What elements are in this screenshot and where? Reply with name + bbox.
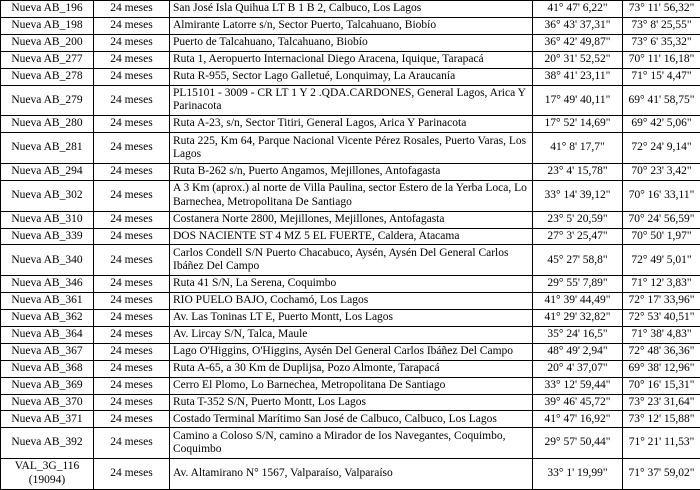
address-cell: Lago O'Higgins, O'Higgins, Aysén Del General Carlos Ibáñez Del Campo <box>170 343 533 360</box>
latitude-cell: 33° 12' 59,44" <box>533 377 623 394</box>
table-row <box>1 85 700 116</box>
longitude-cell: 70° 16' 15,31" <box>623 377 700 394</box>
address-cell: Carlos Condell S/N Puerto Chacabuco, Aysén, Aysén Del General Carlos Ibáñez Del Campo <box>170 245 533 276</box>
table-row <box>1 459 700 490</box>
latitude-cell: 41° 47' 16,92" <box>533 411 623 428</box>
station-cell: Nueva AB_339 <box>1 228 94 245</box>
latitude-cell: 23° 4' 15,78" <box>533 163 623 180</box>
address-cell: San José Isla Quihua LT B 1 B 2, Calbuco, Los Lagos <box>170 1 533 18</box>
table-row <box>1 1 700 18</box>
station-cell: Nueva AB_361 <box>1 293 94 310</box>
latitude-cell: 27° 3' 25,47" <box>533 228 623 245</box>
longitude-cell: 72° 49' 5,01" <box>623 245 700 276</box>
duration-cell: 24 meses <box>94 133 170 164</box>
duration-cell: 24 meses <box>94 34 170 51</box>
latitude-cell: 33° 1' 19,99" <box>533 459 623 490</box>
duration-cell: 24 meses <box>94 245 170 276</box>
latitude-cell: 41° 47' 6,22" <box>533 1 623 18</box>
longitude-cell: 73° 11' 56,32" <box>623 1 700 18</box>
station-cell: Nueva AB_392 <box>1 428 94 459</box>
duration-cell: 24 meses <box>94 17 170 34</box>
latitude-cell: 41° 8' 17,7" <box>533 133 623 164</box>
table-row <box>1 51 700 68</box>
duration-cell: 24 meses <box>94 343 170 360</box>
longitude-cell: 73° 6' 35,32" <box>623 34 700 51</box>
longitude-cell: 73° 23' 31,64" <box>623 394 700 411</box>
latitude-cell: 33° 14' 39,12" <box>533 180 623 211</box>
table-row <box>1 68 700 85</box>
station-cell: Nueva AB_362 <box>1 309 94 326</box>
duration-cell: 24 meses <box>94 163 170 180</box>
longitude-cell: 72° 24' 9,14" <box>623 133 700 164</box>
duration-cell: 24 meses <box>94 68 170 85</box>
table-row <box>1 293 700 310</box>
station-cell: Nueva AB_302 <box>1 180 94 211</box>
latitude-cell: 36° 43' 37,31" <box>533 17 623 34</box>
address-cell: Ruta R-955, Sector Lago Galletué, Lonquimay, La Araucanía <box>170 68 533 85</box>
longitude-cell: 71° 37' 59,02" <box>623 459 700 490</box>
latitude-cell: 17° 49' 40,11" <box>533 85 623 116</box>
address-cell: Puerto de Talcahuano, Talcahuano, Biobío <box>170 34 533 51</box>
address-cell: DOS NACIENTE ST 4 MZ 5 EL FUERTE, Caldera, Atacama <box>170 228 533 245</box>
address-cell: Cerro El Plomo, Lo Barnechea, Metropolitana De Santiago <box>170 377 533 394</box>
longitude-cell: 73° 8' 25,55" <box>623 17 700 34</box>
address-cell: Camino a Coloso S/N, camino a Mirador de los Navegantes, Coquimbo, Coquimbo <box>170 428 533 459</box>
duration-cell: 24 meses <box>94 51 170 68</box>
duration-cell: 24 meses <box>94 411 170 428</box>
duration-cell: 24 meses <box>94 459 170 490</box>
station-cell: Nueva AB_281 <box>1 133 94 164</box>
duration-cell: 24 meses <box>94 394 170 411</box>
latitude-cell: 41° 39' 44,49" <box>533 293 623 310</box>
table-row <box>1 133 700 164</box>
address-cell: RIO PUELO BAJO, Cochamó, Los Lagos <box>170 293 533 310</box>
latitude-cell: 23° 5' 20,59" <box>533 211 623 228</box>
address-cell: A 3 Km (aprox.) al norte de Villa Paulina, sector Estero de la Yerba Loca, Lo Barnechea, Metropolitana De Santiago <box>170 180 533 211</box>
table-row <box>1 326 700 343</box>
address-cell: Ruta T-352 S/N, Puerto Montt, Los Lagos <box>170 394 533 411</box>
duration-cell: 24 meses <box>94 85 170 116</box>
duration-cell: 24 meses <box>94 276 170 293</box>
longitude-cell: 71° 12' 3,83" <box>623 276 700 293</box>
station-cell: Nueva AB_364 <box>1 326 94 343</box>
table-row <box>1 428 700 459</box>
table-row <box>1 377 700 394</box>
table-body <box>1 1 700 490</box>
station-cell: Nueva AB_278 <box>1 68 94 85</box>
latitude-cell: 29° 55' 7,89" <box>533 276 623 293</box>
duration-cell: 24 meses <box>94 326 170 343</box>
address-cell: Av. Lircay S/N, Talca, Maule <box>170 326 533 343</box>
station-cell: Nueva AB_367 <box>1 343 94 360</box>
table-row <box>1 228 700 245</box>
station-cell: Nueva AB_280 <box>1 116 94 133</box>
duration-cell: 24 meses <box>94 116 170 133</box>
latitude-cell: 38° 41' 23,11" <box>533 68 623 85</box>
longitude-cell: 70° 50' 1,97" <box>623 228 700 245</box>
longitude-cell: 71° 15' 4,47" <box>623 68 700 85</box>
station-cell: Nueva AB_310 <box>1 211 94 228</box>
duration-cell: 24 meses <box>94 309 170 326</box>
station-cell: Nueva AB_198 <box>1 17 94 34</box>
station-cell: VAL_3G_116 (19094) <box>1 459 94 490</box>
address-cell: Almirante Latorre s/n, Sector Puerto, Talcahuano, Biobío <box>170 17 533 34</box>
longitude-cell: 73° 12' 15,88" <box>623 411 700 428</box>
table-row <box>1 163 700 180</box>
latitude-cell: 20° 31' 52,52" <box>533 51 623 68</box>
station-cell: Nueva AB_340 <box>1 245 94 276</box>
longitude-cell: 70° 24' 56,59" <box>623 211 700 228</box>
duration-cell: 24 meses <box>94 360 170 377</box>
station-cell: Nueva AB_196 <box>1 1 94 18</box>
latitude-cell: 29° 57' 50,44" <box>533 428 623 459</box>
duration-cell: 24 meses <box>94 1 170 18</box>
latitude-cell: 36° 42' 49,87" <box>533 34 623 51</box>
table-row <box>1 211 700 228</box>
latitude-cell: 20° 4' 37,07" <box>533 360 623 377</box>
longitude-cell: 69° 42' 5,06" <box>623 116 700 133</box>
longitude-cell: 72° 48' 36,36" <box>623 343 700 360</box>
latitude-cell: 17° 52' 14,69" <box>533 116 623 133</box>
longitude-cell: 72° 53' 40,51" <box>623 309 700 326</box>
table-row <box>1 180 700 211</box>
table-row <box>1 411 700 428</box>
station-cell: Nueva AB_200 <box>1 34 94 51</box>
address-cell: Ruta 225, Km 64, Parque Nacional Vicente Pérez Rosales, Puerto Varas, Los Lagos <box>170 133 533 164</box>
address-cell: Costanera Norte 2800, Mejillones, Mejillones, Antofagasta <box>170 211 533 228</box>
longitude-cell: 70° 11' 16,18" <box>623 51 700 68</box>
latitude-cell: 48° 49' 2,94" <box>533 343 623 360</box>
address-cell: Ruta B-262 s/n, Puerto Angamos, Mejillones, Antofagasta <box>170 163 533 180</box>
longitude-cell: 71° 38' 4,83" <box>623 326 700 343</box>
latitude-cell: 35° 24' 16,5" <box>533 326 623 343</box>
table-row <box>1 343 700 360</box>
table-row <box>1 116 700 133</box>
longitude-cell: 72° 17' 33,96" <box>623 293 700 310</box>
longitude-cell: 70° 16' 33,11" <box>623 180 700 211</box>
station-cell: Nueva AB_346 <box>1 276 94 293</box>
table-row <box>1 245 700 276</box>
latitude-cell: 39° 46' 45,72" <box>533 394 623 411</box>
address-cell: Av. Las Toninas LT E, Puerto Montt, Los Lagos <box>170 309 533 326</box>
duration-cell: 24 meses <box>94 293 170 310</box>
longitude-cell: 69° 41' 58,75" <box>623 85 700 116</box>
address-cell: Ruta A-23, s/n, Sector Titiri, General Lagos, Arica Y Parinacota <box>170 116 533 133</box>
station-cell: Nueva AB_369 <box>1 377 94 394</box>
latitude-cell: 41° 29' 32,82" <box>533 309 623 326</box>
table-row <box>1 276 700 293</box>
table-row <box>1 309 700 326</box>
station-cell: Nueva AB_368 <box>1 360 94 377</box>
duration-cell: 24 meses <box>94 428 170 459</box>
station-cell: Nueva AB_279 <box>1 85 94 116</box>
table-row <box>1 34 700 51</box>
address-cell: Av. Altamirano N° 1567, Valparaíso, Valparaíso <box>170 459 533 490</box>
latitude-cell: 45° 27' 58,8" <box>533 245 623 276</box>
station-cell: Nueva AB_277 <box>1 51 94 68</box>
table-row <box>1 394 700 411</box>
longitude-cell: 70° 23' 3,42" <box>623 163 700 180</box>
address-cell: Ruta 41 S/N, La Serena, Coquimbo <box>170 276 533 293</box>
station-cell: Nueva AB_371 <box>1 411 94 428</box>
duration-cell: 24 meses <box>94 228 170 245</box>
duration-cell: 24 meses <box>94 211 170 228</box>
longitude-cell: 71° 21' 11,53" <box>623 428 700 459</box>
station-cell: Nueva AB_370 <box>1 394 94 411</box>
table-row <box>1 17 700 34</box>
address-cell: Ruta 1, Aeropuerto Internacional Diego Aracena, Iquique, Tarapacá <box>170 51 533 68</box>
table-row <box>1 360 700 377</box>
address-cell: PL15101 - 3009 - CR LT 1 Y 2 .QDA.CARDONES, General Lagos, Arica Y Parinacota <box>170 85 533 116</box>
address-cell: Costado Terminal Marítimo San José de Calbuco, Calbuco, Los Lagos <box>170 411 533 428</box>
duration-cell: 24 meses <box>94 377 170 394</box>
address-cell: Ruta A-65, a 30 Km de Duplijsa, Pozo Almonte, Tarapacá <box>170 360 533 377</box>
longitude-cell: 69° 38' 12,96" <box>623 360 700 377</box>
duration-cell: 24 meses <box>94 180 170 211</box>
station-cell: Nueva AB_294 <box>1 163 94 180</box>
